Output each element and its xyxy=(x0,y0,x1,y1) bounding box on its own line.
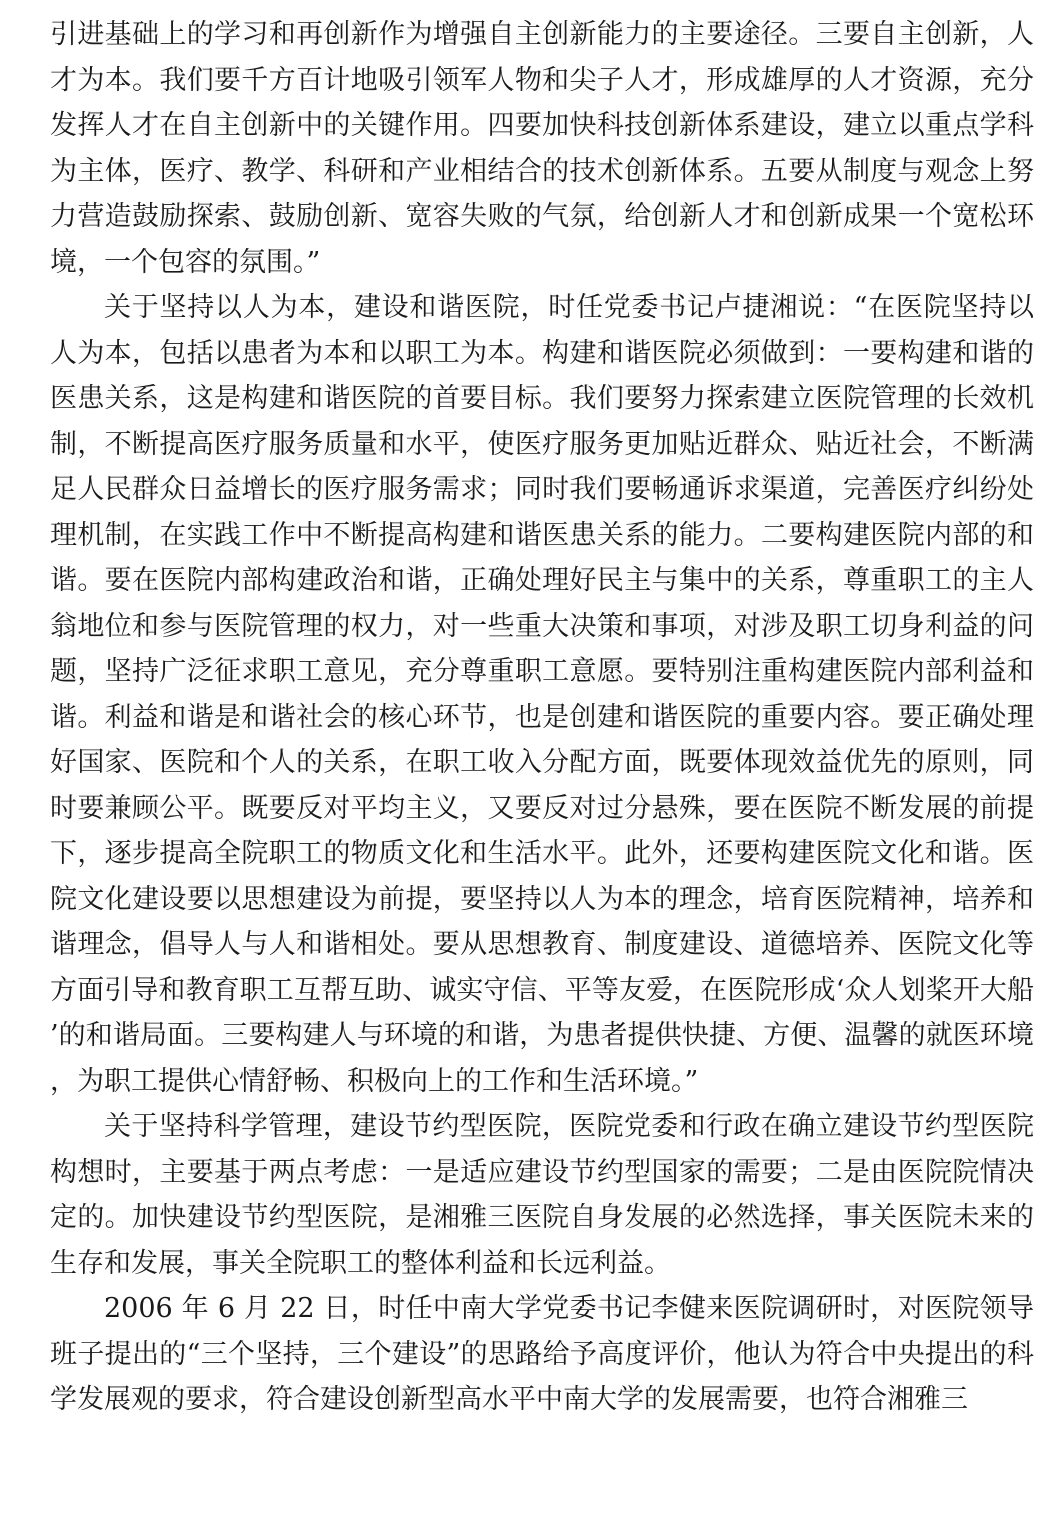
paragraph-2006-visit: 2006 年 6 月 22 日，时任中南大学党委书记李健来医院调研时，对医院领导班子提出的“三个坚持，三个建设”的思路给予高度评价，他认为符合中央提出的科学发展观的要求，符合建设创新型高水平中南大学的发展需要，也符合湘雅三 xyxy=(50,1293,1034,1415)
paragraph-economical-hospital: 关于坚持科学管理，建设节约型医院，医院党委和行政在确立建设节约型医院构想时，主要基于两点考虑：一是适应建设节约型国家的需要；二是由医院院情决定的。加快建设节约型医院，是湘雅三医院自身发展的必然选择，事关医院未来的生存和发展，事关全院职工的整体利益和长远利益。 xyxy=(50,1111,1034,1279)
paragraph-continued: 引进基础上的学习和再创新作为增强自主创新能力的主要途径。三要自主创新，人才为本。我们要千方百计地吸引领军人物和尖子人才，形成雄厚的人才资源，充分发挥人才在自主创新中的关键作用。四要加快科技创新体系建设，建立以重点学科为主体，医疗、教学、科研和产业相结合的技术创新体系。五要从制度与观念上努力营造鼓励探索、鼓励创新、宽容失败的气氛，给创新人才和创新成果一个宽松环境，一个包容的氛围。” xyxy=(50,19,1034,278)
document-page xyxy=(50,12,1034,1423)
paragraph-harmonious-hospital: 关于坚持以人为本，建设和谐医院，时任党委书记卢捷湘说：“在医院坚持以人为本，包括以患者为本和以职工为本。构建和谐医院必须做到：一要构建和谐的医患关系，这是构建和谐医院的首要目标。我们要努力探索建立医院管理的长效机制，不断提高医疗服务质量和水平，使医疗服务更加贴近群众、贴近社会，不断满足人民群众日益增长的医疗服务需求；同时我们要畅通诉求渠道，完善医疗纠纷处理机制，在实践工作中不断提高构建和谐医患关系的能力。二要构建医院内部的和谐。要在医院内部构建政治和谐，正确处理好民主与集中的关系，尊重职工的主人翁地位和参与医院管理的权力，对一些重大决策和事项，对涉及职工切身利益的问题，坚持广泛征求职工意见，充分尊重职工意愿。要特别注重构建医院内部利益和谐。利益和谐是和谐社会的核心环节，也是创建和谐医院的重要内容。要正确处理好国家、医院和个人的关系，在职工收入分配方面，既要体现效益优先的原则，同时要兼顾公平。既要反对平均主义，又要反对过分悬殊，要在医院不断发展的前提下，逐步提高全院职工的物质文化和生活水平。此外，还要构建医院文化和谐。医院文化建设要以思想建设为前提，要坚持以人为本的理念，培育医院精神，培养和谐理念，倡导人与人和谐相处。要从思想教育、制度建设、道德培养、医院文化等方面引导和教育职工互帮互助、诚实守信、平等友爱，在医院形成‘众人划桨开大船’的和谐局面。三要构建人与环境的和谐，为患者提供快捷、方便、温馨的就医环境，为职工提供心情舒畅、积极向上的工作和生活环境。” xyxy=(50,292,1034,1097)
